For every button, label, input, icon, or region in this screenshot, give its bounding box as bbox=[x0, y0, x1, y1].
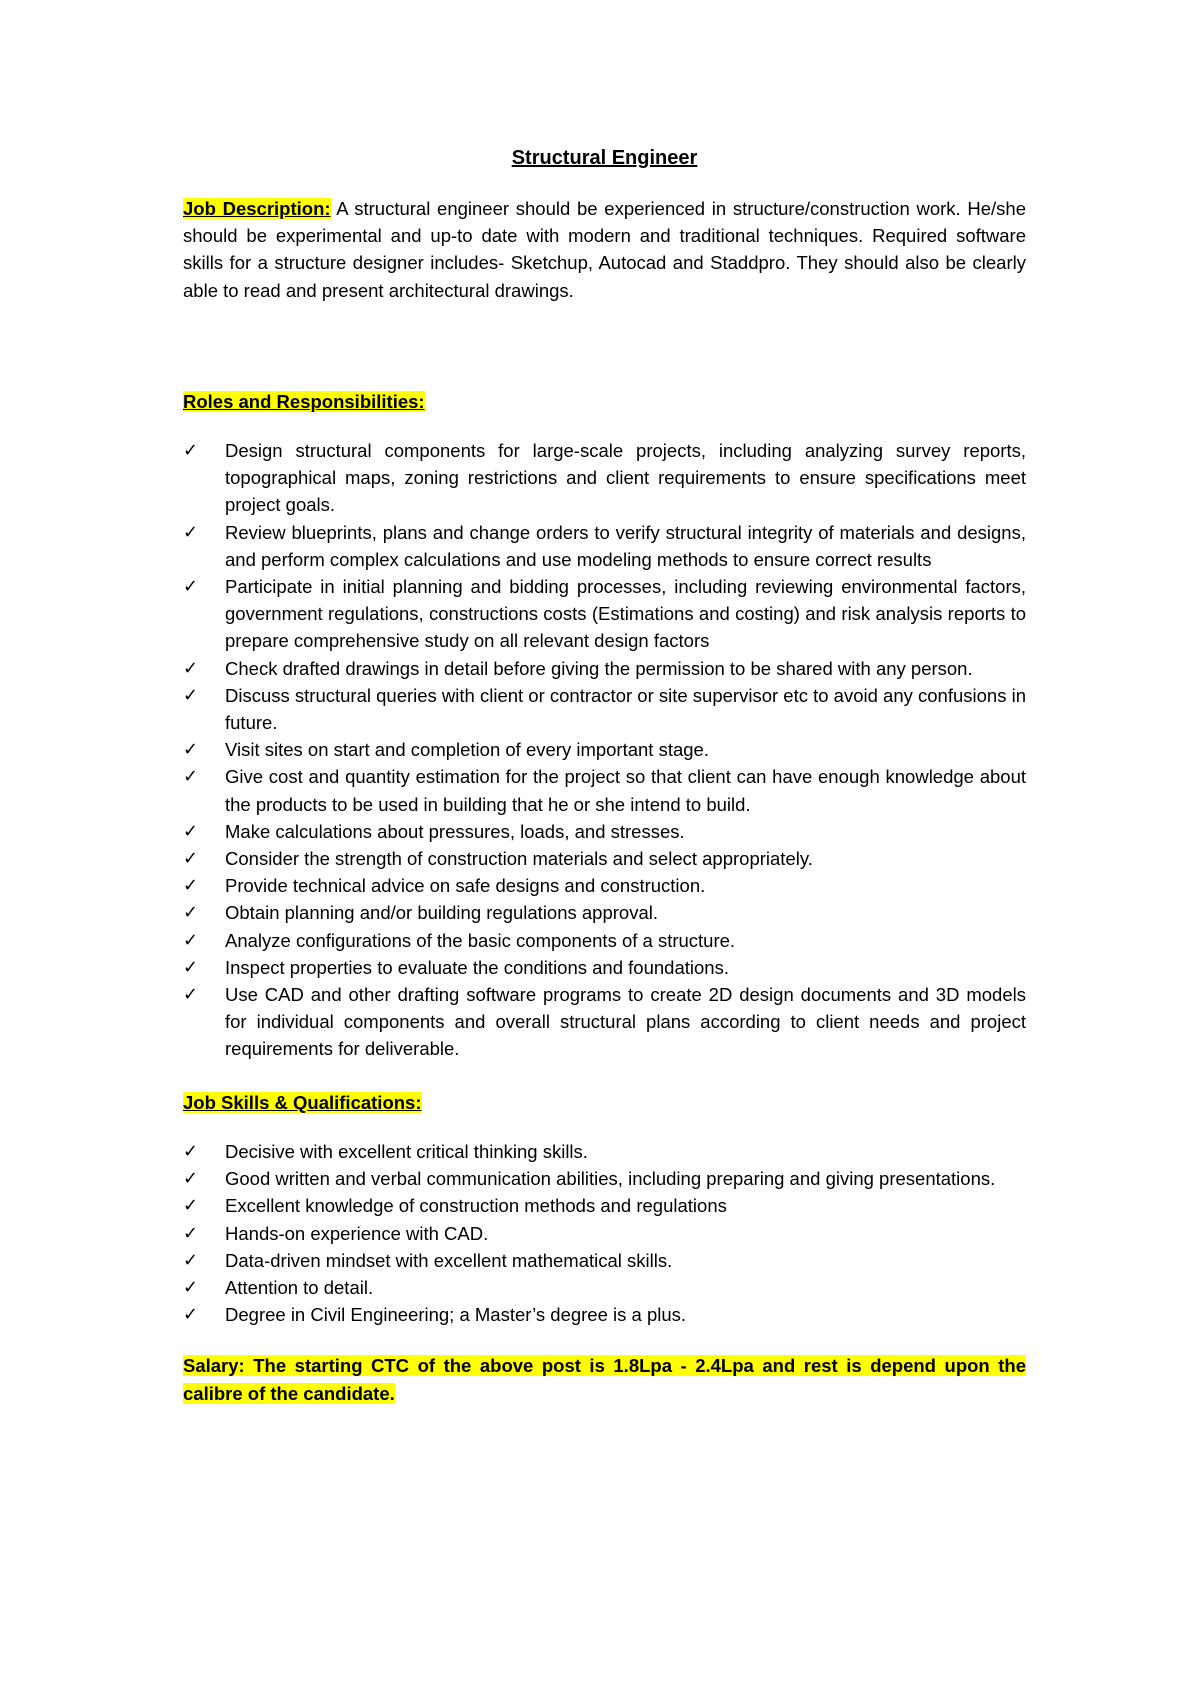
responsibility-item-text: Consider the strength of construction materials and select appropriately. bbox=[225, 848, 813, 870]
responsibility-item bbox=[183, 519, 1026, 573]
checkmark-icon: ✓ bbox=[183, 1222, 199, 1244]
spacer bbox=[183, 415, 1026, 437]
responsibility-item-text: Participate in initial planning and bidding processes, including reviewing environmental factors, government regulations, constructions costs (Estimations and costing) and risk analysis reports to prepare comprehensive study on all relevant design factors bbox=[225, 576, 1026, 652]
responsibility-item bbox=[183, 655, 1026, 682]
responsibility-item bbox=[183, 927, 1026, 954]
responsibility-item-text: Discuss structural queries with client or contractor or site supervisor etc to avoid any confusions in future. bbox=[225, 684, 1026, 734]
checkmark-icon: ✓ bbox=[183, 684, 199, 706]
checkmark-icon: ✓ bbox=[183, 657, 199, 679]
skill-item-text: Degree in Civil Engineering; a Master’s degree is a plus. bbox=[225, 1304, 687, 1326]
skill-item bbox=[183, 1220, 1026, 1247]
spacer bbox=[183, 1328, 1026, 1352]
responsibility-item bbox=[183, 845, 1026, 872]
skills-heading-line bbox=[183, 1089, 1026, 1116]
checkmark-icon: ✓ bbox=[183, 956, 199, 978]
skill-item bbox=[183, 1192, 1026, 1219]
checkmark-icon: ✓ bbox=[183, 875, 199, 897]
responsibility-item-text: Check drafted drawings in detail before giving the permission to be shared with any person. bbox=[225, 657, 973, 679]
skill-item-text: Decisive with excellent critical thinking skills. bbox=[225, 1140, 588, 1162]
responsibility-item bbox=[183, 899, 1026, 926]
checkmark-icon: ✓ bbox=[183, 1168, 199, 1190]
responsibility-item bbox=[183, 437, 1026, 519]
checkmark-icon: ✓ bbox=[183, 929, 199, 951]
checkmark-icon: ✓ bbox=[183, 1276, 199, 1298]
job-description-label: Job Description: bbox=[183, 198, 331, 219]
checkmark-icon: ✓ bbox=[183, 902, 199, 924]
checkmark-icon: ✓ bbox=[183, 820, 199, 842]
skill-item bbox=[183, 1138, 1026, 1165]
spacer bbox=[183, 1116, 1026, 1138]
document-title: Structural Engineer bbox=[511, 147, 698, 169]
responsibility-item-text: Inspect properties to evaluate the conditions and foundations. bbox=[225, 956, 729, 978]
skill-item-text: Good written and verbal communication abilities, including preparing and giving presentations. bbox=[225, 1168, 996, 1190]
skill-item bbox=[183, 1247, 1026, 1274]
checkmark-icon: ✓ bbox=[183, 766, 199, 788]
responsibility-item bbox=[183, 872, 1026, 899]
skill-item bbox=[183, 1165, 1026, 1192]
checkmark-icon: ✓ bbox=[183, 576, 199, 598]
responsibility-item-text: Design structural components for large-scale projects, including analyzing survey reports, topographical maps, zoning restrictions and client requirements to ensure specifications meet project goals. bbox=[225, 440, 1026, 516]
salary-text: Salary: The starting CTC of the above post is 1.8Lpa - 2.4Lpa and rest is depend upon the calibre of the candidate. bbox=[183, 1355, 1026, 1404]
checkmark-icon: ✓ bbox=[183, 1195, 199, 1217]
responsibility-item bbox=[183, 818, 1026, 845]
responsibility-item-text: Visit sites on start and completion of every important stage. bbox=[225, 739, 709, 761]
checkmark-icon: ✓ bbox=[183, 1249, 199, 1271]
checkmark-icon: ✓ bbox=[183, 984, 199, 1006]
spacer bbox=[183, 1063, 1026, 1089]
responsibility-item bbox=[183, 682, 1026, 736]
responsibility-item-text: Make calculations about pressures, loads, and stresses. bbox=[225, 820, 685, 842]
responsibility-item bbox=[183, 763, 1026, 817]
responsibility-item bbox=[183, 736, 1026, 763]
skills-heading: Job Skills & Qualifications: bbox=[183, 1091, 422, 1113]
roles-heading-line bbox=[183, 388, 1026, 415]
skill-item-text: Data-driven mindset with excellent mathematical skills. bbox=[225, 1249, 673, 1271]
skill-item-text: Excellent knowledge of construction methods and regulations bbox=[225, 1195, 727, 1217]
job-description-paragraph bbox=[183, 195, 1026, 304]
checkmark-icon: ✓ bbox=[183, 1304, 199, 1326]
responsibility-item-text: Give cost and quantity estimation for the project so that client can have enough knowledge about the products to be used in building that he or she intend to build. bbox=[225, 766, 1026, 815]
responsibility-item-text: Analyze configurations of the basic components of a structure. bbox=[225, 929, 736, 951]
skill-item bbox=[183, 1274, 1026, 1301]
salary-paragraph bbox=[183, 1352, 1026, 1406]
checkmark-icon: ✓ bbox=[183, 440, 199, 462]
responsibility-item-text: Provide technical advice on safe designs and construction. bbox=[225, 875, 706, 897]
job-description-text: A structural engineer should be experienced in structure/construction work. He/she should be experimental and up-to date with modern and traditional techniques. Required software skills for a structure designer includes- Sketchup, Autocad and Staddpro. They should also be clearly able to read and present architectural drawings. bbox=[183, 198, 1026, 301]
spacer bbox=[183, 304, 1026, 388]
checkmark-icon: ✓ bbox=[183, 1140, 199, 1162]
responsibility-item bbox=[183, 573, 1026, 655]
document-body bbox=[183, 143, 1026, 1407]
responsibility-item bbox=[183, 981, 1026, 1063]
skill-item-text: Attention to detail. bbox=[225, 1276, 374, 1298]
responsibility-item-text: Use CAD and other drafting software programs to create 2D design documents and 3D models for individual components and overall structural plans according to client needs and project requirements for deliverable. bbox=[225, 984, 1026, 1060]
skill-item bbox=[183, 1301, 1026, 1328]
checkmark-icon: ✓ bbox=[183, 739, 199, 761]
skill-item-text: Hands-on experience with CAD. bbox=[225, 1222, 489, 1244]
responsibility-item-text: Obtain planning and/or building regulations approval. bbox=[225, 902, 658, 924]
roles-list bbox=[183, 437, 1026, 1063]
skills-list bbox=[183, 1138, 1026, 1328]
roles-heading: Roles and Responsibilities: bbox=[183, 390, 425, 412]
checkmark-icon: ✓ bbox=[183, 521, 199, 543]
responsibility-item bbox=[183, 954, 1026, 981]
checkmark-icon: ✓ bbox=[183, 848, 199, 870]
responsibility-item-text: Review blueprints, plans and change orders to verify structural integrity of materials and designs, and perform complex calculations and use modeling methods to ensure correct results bbox=[225, 521, 1026, 570]
